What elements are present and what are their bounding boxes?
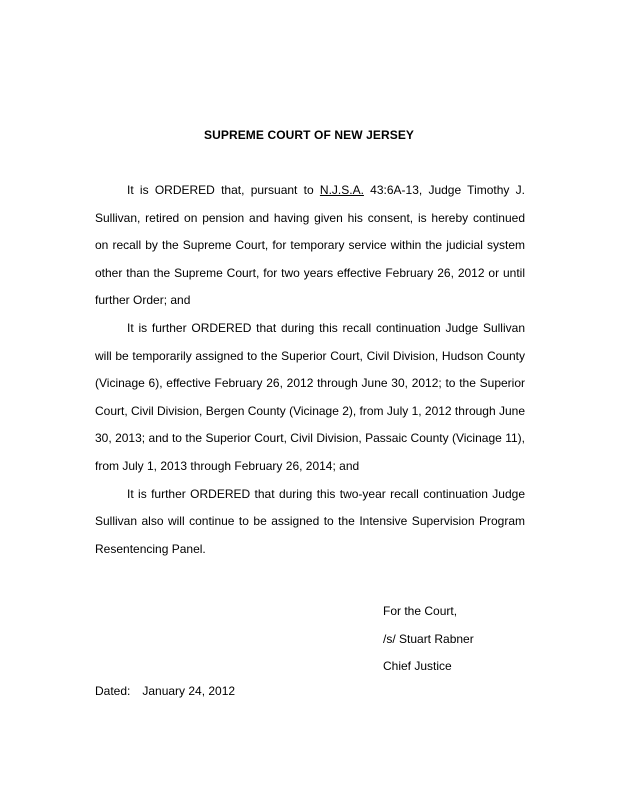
document-title: SUPREME COURT OF NEW JERSEY — [203, 128, 415, 142]
dated-line — [95, 684, 235, 698]
signature-line-name: /s/ Stuart Rabner — [383, 631, 474, 646]
dated-label: Dated: — [95, 684, 131, 698]
paragraph-1-rest: 43:6A-13, Judge Timothy J. Sullivan, retired on pension and having given his consent, is hereby continued on recall by the Supreme Court, for temporary service within the judicial system other than the Supreme Court, for two years effective February 26, 2012 or until further Order; and — [95, 183, 525, 308]
dated-value: January 24, 2012 — [142, 684, 236, 698]
order-paragraph-2: It is further ORDERED that during this recall continuation Judge Sullivan will be temporarily assigned to the Superior Court, Civil Division, Hudson County (Vicinage 6), effective February 26, 2012 through June 30, 2012; to the Superior Court, Civil Division, Bergen County (Vicinage 2), from July 1, 2012 through June 30, 2013; and to the Superior Court, Civil Division, Passaic County (Vicinage 11), from July 1, 2013 through February 26, 2014; and — [95, 320, 525, 473]
order-paragraph-1 — [95, 177, 525, 315]
signature-line-title: Chief Justice — [383, 659, 452, 674]
order-paragraph-3: It is further ORDERED that during this two-year recall continuation Judge Sullivan also will continue to be assigned to the Intensive Supervision Program Resentencing Panel. — [95, 486, 525, 556]
signature-line-for-the-court: For the Court, — [383, 604, 458, 618]
order-body — [95, 177, 525, 563]
statute-citation: N.J.S.A. — [319, 183, 364, 197]
signature-block — [383, 598, 474, 681]
paragraph-1-lead: It is ORDERED that, pursuant to — [127, 183, 320, 197]
